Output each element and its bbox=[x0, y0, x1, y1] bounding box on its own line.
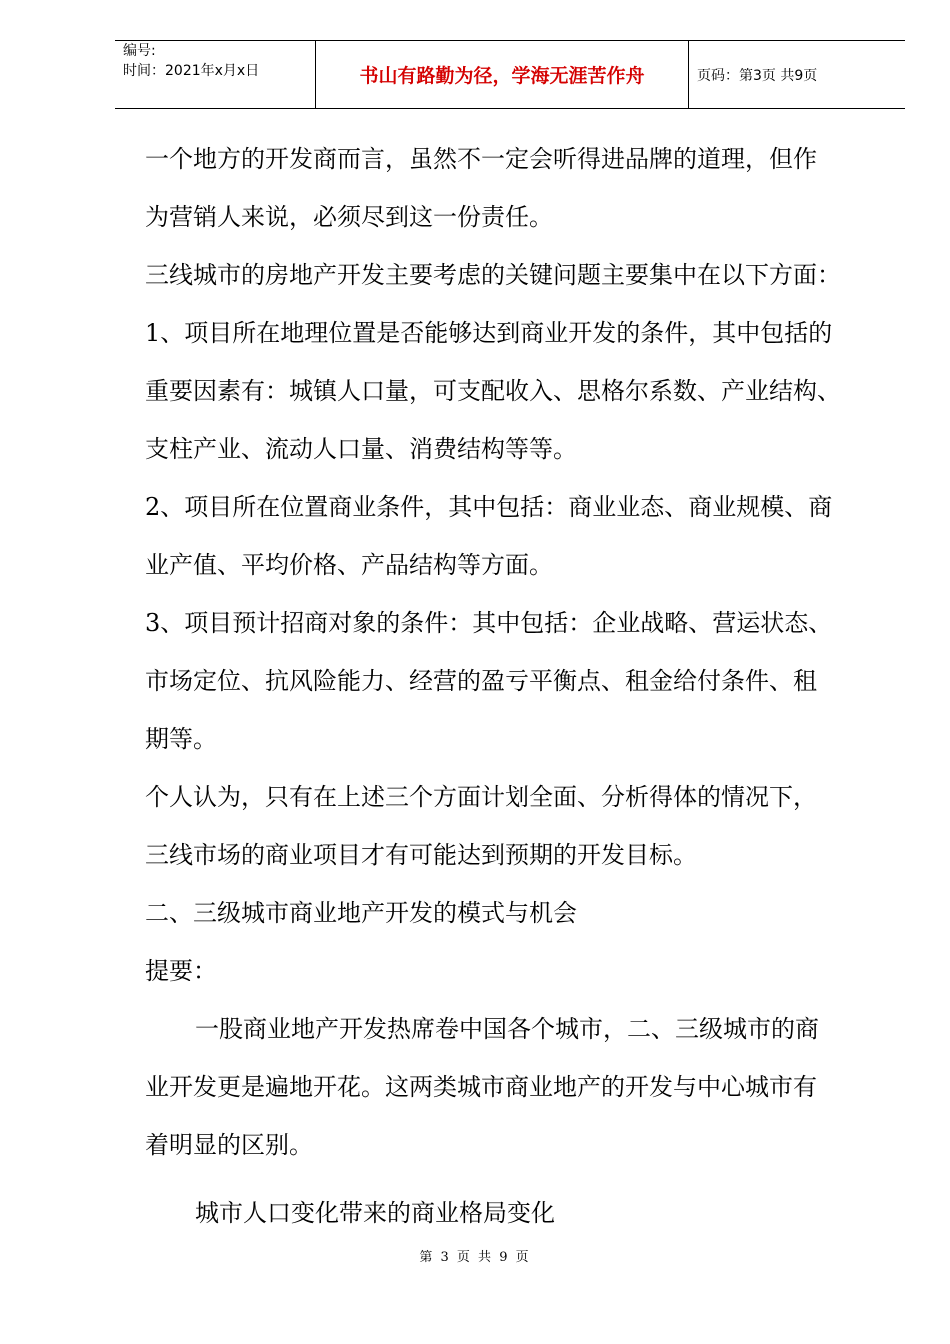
header-page-cell bbox=[689, 41, 905, 108]
body-line: 重要因素有：城镇人口量，可支配收入、思格尔系数、产业结构、 bbox=[145, 377, 841, 405]
body-line: 着明显的区别。 bbox=[145, 1131, 313, 1159]
page-header bbox=[115, 40, 905, 109]
body-line: 2、项目所在位置商业条件，其中包括：商业业态、商业规模、商 bbox=[145, 493, 833, 521]
body-line: 1、项目所在地理位置是否能够达到商业开发的条件，其中包括的 bbox=[145, 319, 833, 347]
body-line: 3、项目预计招商对象的条件：其中包括：企业战略、营运状态、 bbox=[145, 609, 833, 637]
page-footer: 第 3 页 共 9 页 bbox=[419, 1250, 531, 1265]
header-motto: 书山有路勤为径，学海无涯苦作舟 bbox=[359, 65, 645, 87]
section-heading: 二、三级城市商业地产开发的模式与机会 bbox=[145, 899, 577, 927]
document-body bbox=[145, 130, 885, 1242]
header-motto-cell bbox=[316, 41, 689, 108]
paragraph-gap bbox=[145, 1174, 885, 1184]
header-page-info: 页码：第3页 共9页 bbox=[697, 67, 818, 84]
document-time-label: 时间：2021年x月x日 bbox=[123, 63, 260, 79]
document-number-label: 编号: bbox=[123, 43, 156, 59]
body-line: 为营销人来说，必须尽到这一份责任。 bbox=[145, 203, 553, 231]
body-line: 三线市场的商业项目才有可能达到预期的开发目标。 bbox=[145, 841, 697, 869]
body-line: 一个地方的开发商而言，虽然不一定会听得进品牌的道理，但作 bbox=[145, 145, 817, 173]
subsection-heading: 城市人口变化带来的商业格局变化 bbox=[195, 1199, 555, 1227]
body-line: 个人认为，只有在上述三个方面计划全面、分析得体的情况下， bbox=[145, 783, 817, 811]
body-line: 一股商业地产开发热席卷中国各个城市，二、三级城市的商 bbox=[195, 1015, 819, 1043]
summary-label: 提要： bbox=[145, 957, 217, 985]
body-line: 期等。 bbox=[145, 725, 217, 753]
body-line: 三线城市的房地产开发主要考虑的关键问题主要集中在以下方面： bbox=[145, 261, 841, 289]
body-line: 业开发更是遍地开花。这两类城市商业地产的开发与中心城市有 bbox=[145, 1073, 817, 1101]
body-line: 支柱产业、流动人口量、消费结构等等。 bbox=[145, 435, 577, 463]
body-line: 市场定位、抗风险能力、经营的盈亏平衡点、租金给付条件、租 bbox=[145, 667, 817, 695]
header-meta-cell bbox=[115, 41, 316, 108]
body-line: 业产值、平均价格、产品结构等方面。 bbox=[145, 551, 553, 579]
